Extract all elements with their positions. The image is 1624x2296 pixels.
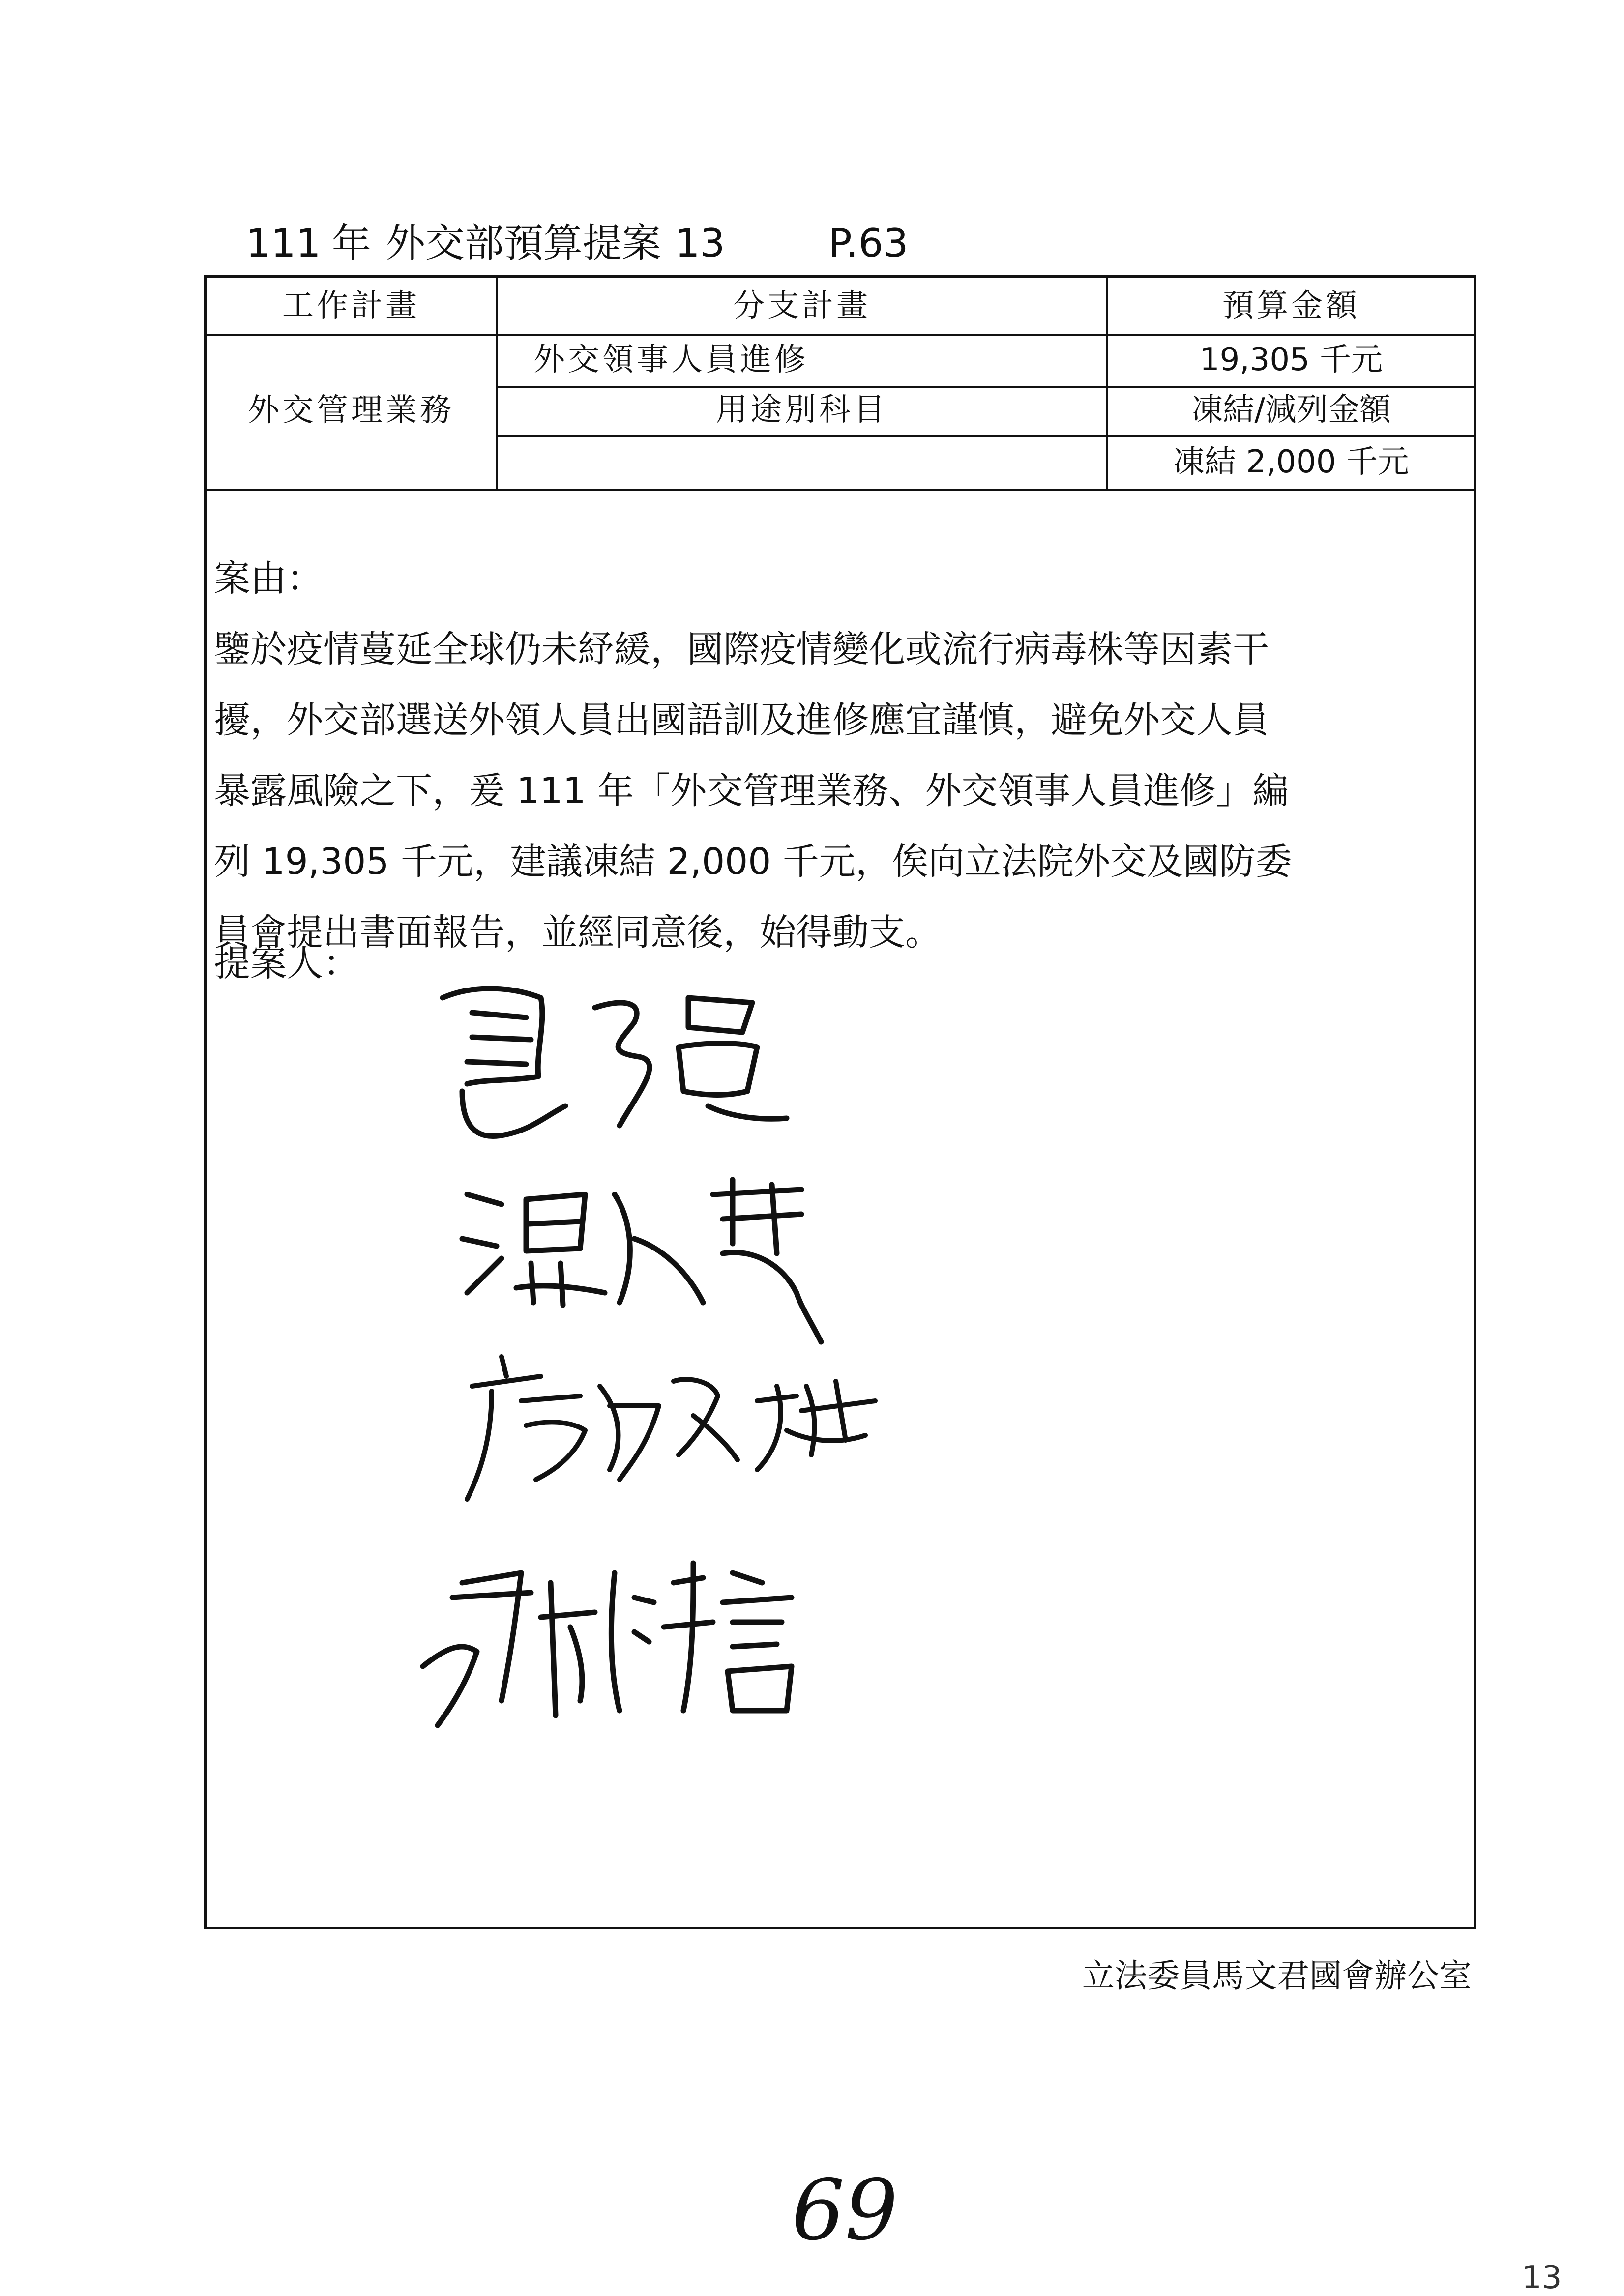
header-proposal-number: 13 — [675, 220, 725, 266]
reason-line: 列 19,305 千元，建議凍結 2,000 千元，俟向立法院外交及國防委 — [214, 841, 1292, 883]
reason-line: 擾，外交部選送外領人員出國語訓及進修應宜謹慎，避免外交人員 — [214, 699, 1269, 741]
table-divider — [497, 435, 1474, 437]
header-page-ref: P.63 — [828, 220, 909, 266]
signature-liao-wanru — [462, 1342, 905, 1509]
branch-plan-value: 外交領事人員進修 — [533, 342, 809, 378]
reason-line: 暴露風險之下，爰 111 年「外交管理業務、外交領事人員進修」編 — [214, 770, 1289, 812]
office-footer: 立法委員馬文君國會辦公室 — [1082, 1957, 1472, 1995]
reason-label: 案由： — [214, 557, 323, 600]
column-header-work-plan: 工作計畫 — [282, 288, 420, 324]
table-divider — [207, 334, 1474, 336]
reason-line: 員會提出書面報告，並經同意後，始得動支。 — [214, 911, 942, 954]
signature-chen-yixin — [418, 1553, 860, 1740]
work-plan-value: 外交管理業務 — [248, 392, 454, 429]
handwritten-page-number — [787, 2165, 905, 2254]
reason-line: 鑒於疫情蔓延全球仍未紓緩，國際疫情變化或流行病毒株等因素干 — [214, 628, 1269, 670]
header-title: 外交部預算提案 — [385, 220, 661, 266]
purpose-column-header: 用途別科目 — [716, 392, 888, 428]
column-header-budget-amount: 預算金額 — [1222, 288, 1360, 324]
budget-amount-value: 19,305 千元 — [1199, 342, 1383, 378]
freeze-column-header: 凍結/減列金額 — [1191, 392, 1391, 428]
freeze-amount-value: 凍結 2,000 千元 — [1173, 444, 1409, 480]
document-header — [246, 216, 909, 270]
header-year: 111 — [246, 220, 321, 266]
signature-ma-wenjun — [433, 978, 806, 1155]
table-divider — [207, 489, 1474, 491]
handwritten-corner-mark — [1519, 2256, 1588, 2296]
page-number-text: 69 — [792, 2165, 898, 2254]
header-year-unit: 年 — [331, 220, 371, 266]
reason-section — [214, 543, 1463, 968]
proposer-label: 提案人： — [214, 942, 359, 985]
column-header-branch-plan: 分支計畫 — [733, 288, 871, 324]
corner-mark-text: 13 — [1522, 2260, 1562, 2296]
signature-wen-yuxia — [457, 1165, 831, 1352]
